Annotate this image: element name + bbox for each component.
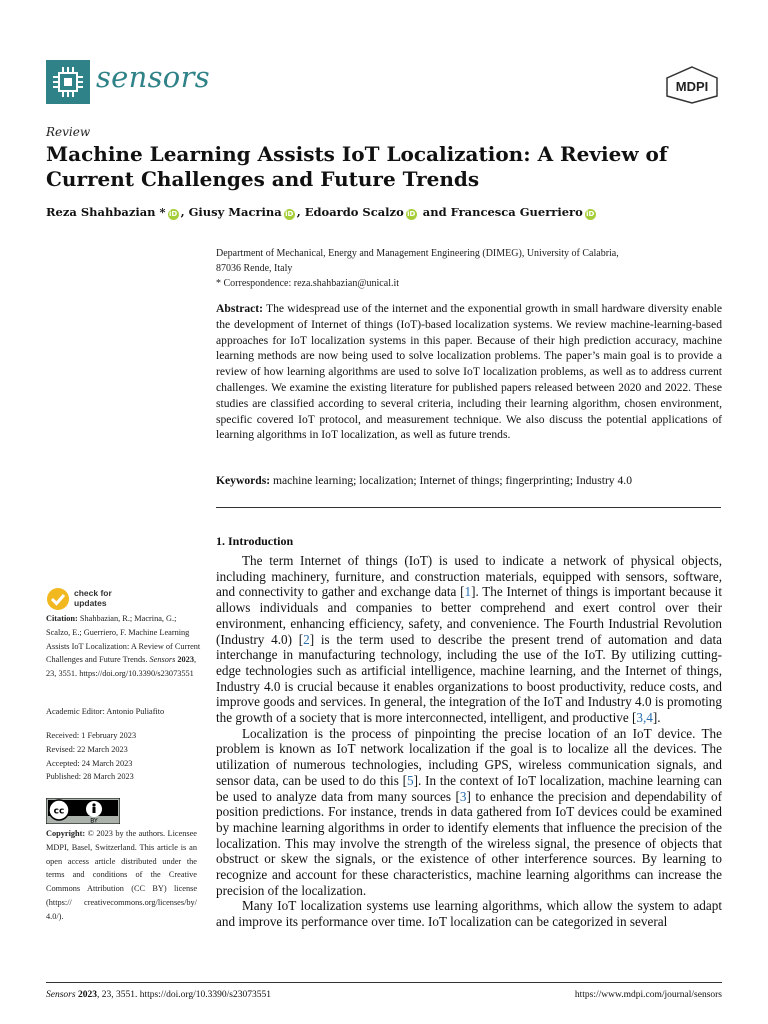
abstract-label: Abstract: [216,302,264,315]
affiliation-line: 87036 Rende, Italy [216,263,293,274]
orcid-icon[interactable]: iD [407,210,416,218]
section-heading: 1. Introduction [216,534,294,548]
abstract [216,301,722,443]
correspondence: * Correspondence: reza.shahbazian@unical.it [216,278,400,289]
author-name[interactable]: Reza Shahbazian * [46,205,166,219]
keywords [216,474,722,487]
journal-logo [46,60,90,104]
chip-icon [46,60,90,104]
svg-text:BY: BY [90,817,98,824]
orcid-icon[interactable]: iD [168,210,178,218]
affiliation-block [216,246,726,291]
article-title: Machine Learning Assists IoT Localization: A Review of Current Challenges and Future Trends [46,142,668,191]
attribution-icon [93,807,96,813]
footer-divider [46,982,722,983]
citation-block: Citation: Shahbazian, R.; Macrina, G.; Scalzo, E.; Guerriero, F. Machine Learning Assists IoT Localization: A Review of Current Challenges and Future Trends. Sensors 2023, 23, 3551. https://doi.org/10.3390/s23073551 [46,614,201,679]
academic-editor: Academic Editor: Antonio Puliafito [46,707,165,716]
date-revised: Revised: 22 March 2023 [46,744,128,754]
keywords-label: Keywords: [216,474,271,487]
keywords-text: machine learning; localization; Internet of things; fingerprinting; Industry 4.0 [270,474,632,487]
check-for-updates-button[interactable] [46,587,166,611]
author-name[interactable]: and Francesca Guerriero [418,205,583,219]
check-updates-icon [46,587,70,611]
article-type: Review [46,125,91,139]
citation-link[interactable]: 1 [464,584,472,600]
author-name[interactable]: , Giusy Macrina [180,205,282,219]
cc-icon: cc [53,806,65,817]
divider [216,507,721,508]
publisher-logo[interactable] [664,66,720,104]
paragraph: The term Internet of things (IoT) is used to indicate a network of physical objects, including machinery, furniture, and construction materials, equipped with sensors, software, and connectivity to gather and exchange data [1]. The Internet of things is important because it allows individuals and companies to better comprehend and exert control over their environment, enhancing efficiency, safety, and convenience. The Fourth Industrial Revolution (Industry 4.0) [2] is the term used to describe the present trend of automation and data interchange in manufacturing technology, including the use of the IoT. By utilizing cutting-edge technologies such as artificial intelligence, machine learning, and the Internet of things, Industry 4.0 is crucial because it enables organizations to boost productivity, reduce costs, and improve goods and services. In general, the integration of the IoT and Industry 4.0 is promoting the growth of a society that is more interconnected, intelligent, and productive [3,4]. [216,553,722,726]
body-text [216,553,722,930]
affiliation-line: Department of Mechanical, Energy and Management Engineering (DIMEG), University of Calabria, [216,248,619,259]
citation-link[interactable]: 3,4 [636,710,653,726]
paragraph: Localization is the process of pinpointing the precise location of an IoT device. The problem is known as IoT network localization if the goal is to localize all the devices. The utilization of numerous technologies, including GPS, wireless communication signals, and sensor data, can be used to do this [5]. In the context of IoT localization, machine learning can be used to analyze data from many sources [3] to enhance the precision and dependability of position predictions. For instance, trends in data gathered from IoT devices could be examined by machine learning algorithms in order to identify elements that influence the precision of the localization. This may involve the strength of the wireless signal, the presence of objects that obstruct or skew the signals, or the existence of other interference sources. By learning to recognize and account for these characteristics, machine learning algorithms can increase the precision of the localization. [216,725,722,898]
orcid-icon[interactable]: iD [285,210,294,218]
date-received: Received: 1 February 2023 [46,731,137,740]
orcid-icon[interactable]: iD [586,210,595,218]
footer-journal-url[interactable]: https://www.mdpi.com/journal/sensors [574,990,722,1000]
copyright-label: Copyright: [46,829,86,838]
date-accepted: Accepted: 24 March 2023 [46,758,133,768]
citation-link[interactable]: 3 [459,788,467,804]
check-updates-line1: check for [74,588,112,598]
footer-doi-link[interactable]: , 23, 3551. https://doi.org/10.3390/s23073551 [96,990,271,1000]
footer-citation: Sensors 2023, 23, 3551. https://doi.org/10.3390/s23073551 [46,990,271,1000]
journal-name[interactable]: sensors [96,60,210,94]
citation-label: Citation: [46,614,78,623]
citation-link[interactable]: 5 [407,772,414,788]
doi-link[interactable]: , 23, 3551. https://doi.org/10.3390/s23073551 [46,655,197,679]
paragraph: Many IoT localization systems use learning algorithms, which allow the system to adapt and improve its performance over time. IoT localization can be categorized in several [216,898,722,930]
copyright-block: Copyright: © 2023 by the authors. Licensee MDPI, Basel, Switzerland. This article is an open access article distributed under the terms and conditions of the Creative Commons Attribution (CC BY) license (https:// creativecommons.org/licenses/by/ 4.0/). [46,829,197,921]
cc-license-badge[interactable] [46,798,120,824]
publisher-name: MDPI [675,79,709,94]
author-list [46,205,598,220]
date-published: Published: 28 March 2023 [46,772,134,782]
dates-block [46,729,202,784]
citation-link[interactable]: 2 [303,631,310,647]
abstract-text: The widespread use of the internet and the exponential growth in small hardware diversity enable the development of Internet of things (IoT)-based localization systems. We review machine-learning-based approaches for IoT localization systems in this paper. Because of their high prediction accuracy, machine learning methods are now being used to solve localization problems. The paper’s main goal is to provide a review of how learning algorithms are used to solve IoT localization problems, as well as to address current challenges. We examine the existing literature for published papers released between 2020 and 2022. These studies are classified according to several criteria, including their learning algorithm, chosen environment, specific covered IoT protocol, and measurement technique. We also discuss the potential applications of learning algorithms in IoT localization, as well as future trends. [216,302,722,442]
check-updates-line2: updates [74,598,107,608]
author-name[interactable]: , Edoardo Scalzo [296,205,404,219]
